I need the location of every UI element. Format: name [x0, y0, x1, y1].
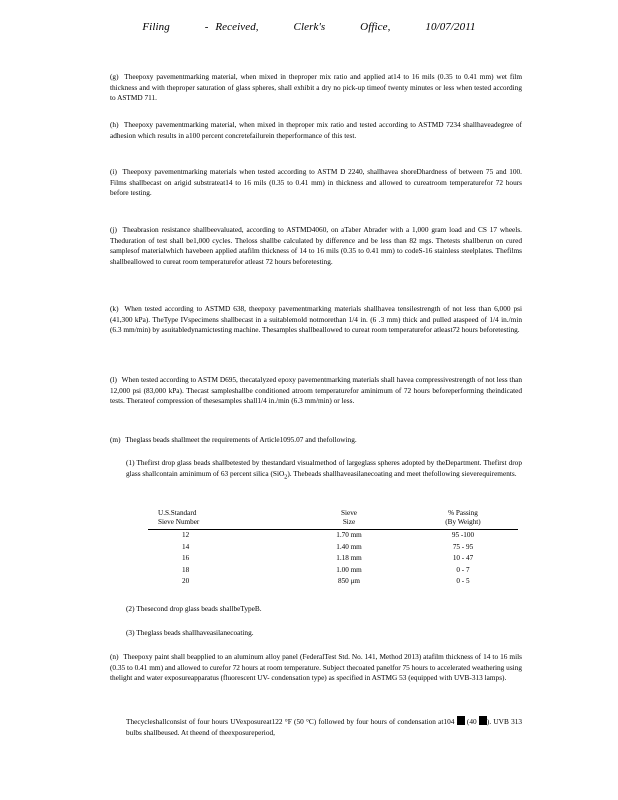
- filing-header: [0, 21, 618, 33]
- item-label: (i): [110, 167, 117, 176]
- subscript: 2: [284, 474, 288, 481]
- para-text-a: Thecycleshallconsist of four hours UVexposureat122 °F (50 °C) followed by four hours of condensation at104: [126, 717, 455, 726]
- item-label: (g): [110, 72, 119, 81]
- sub-text-b: ). Thebeads shallhaveasilanecoating and meet thefollowing sieverequirements.: [287, 468, 517, 478]
- para-text-c: ). UVB 313 bulbs shallbeused. At theend of theexposureperiod,: [126, 717, 523, 737]
- item-text: Theepoxy pavementmarking materials when tested according to ASTM D 2240, shallhavea shoreDhardness of between 75 and 100. Films shallbecast on arigid substrateat14 to 16 mils (0.35 to 0.41 mm) in thickness and allowed to cureatroom temperaturefor 72 hours before testing.: [110, 167, 522, 198]
- item-text: When tested according to ASTMD 638, theepoxy pavementmarking materials shallhavea tensilestrength of not less than 6,000 psi (41,300 kPa). TheType IVspecimens shallbecast in a suitablemold notmorethan 1/4 in. (6 .3 mm) thick and pulled ataspeed of 1/4 in./min (6.3 mm/min) by asuitabledynamictesting machine. Thesamples shallbeallowed to cureat room temperaturefor atleast72 hours beforetesting.: [110, 304, 522, 335]
- item-text: Theglass beads shallmeet the requirements of Article1095.07 and thefollowing.: [125, 435, 357, 444]
- item-text: Theepoxy pavementmarking material, when mixed in theproper mix ratio and tested according to ASTMD 7234 shallhaveadegree of adhesion which results in a100 percent concretefailurein theperformance of this test.: [110, 120, 522, 140]
- redaction-mark: [457, 716, 465, 725]
- item-m: [110, 435, 522, 446]
- item-text: When tested according to ASTM D695, thecatalyzed epoxy pavementmarking materials shall havea compressivestrength of not less than 12,000 psi (83,000 kPa). Thecast sampleshallbe conditioned atroom temperaturefor aminimum of 72 hours beforeperforming theindicated tests. Therateof compression of thesesamples shall1/4 in./min (6.3 mm/min) or less.: [110, 375, 522, 406]
- item-text: Theabrasion resistance shallbeevaluated, according to ASTMD4060, on aTaber Abrader with a 1,000 gram load and CS 17 wheels. Theduration of test shall be1,000 cycles. Theloss shallbe calculated by difference and be less than 82 mgs. Thetests shallberun on cured samplesof materialwhich havebeen applied atafilm thickness of 14 to 16 mils (0.35 to 0.41 mm) to codeS-16 stainless steelplates. Thefilms shallbeallowed to cureat room temperaturefor atleast 72 hours beforetesting.: [110, 225, 522, 266]
- item-label: (l): [110, 375, 117, 384]
- sub-label: (1): [126, 458, 135, 467]
- header-clerks: Clerk's: [293, 21, 326, 33]
- item-text: Theepoxy paint shall beapplied to an aluminum alloy panel (FederalTest Std. No. 141, Method 2013) atafilm thickness of 14 to 16 mils (0.35 to 0.41 mm) and allowed to curefor 72 hours at room temperature. Subject thecoated panelfor 75 hours to accelerated weathering using thelight and water exposureapparatus (fluorescent UV- condensation type) as specified in ASTMG 53 (equipped with UVB-313 lamps).: [110, 652, 522, 683]
- redaction-mark: [479, 716, 487, 725]
- item-l: [110, 375, 522, 407]
- item-label: (j): [110, 225, 117, 234]
- table-row: 18 1.00 mm 0 - 7: [182, 565, 470, 574]
- header-office: Office,: [360, 21, 391, 33]
- item-text: Theepoxy pavementmarking material, when mixed in theproper mix ratio and applied at14 to 16 mils (0.35 to 0.41 mm) wet film thickness and with theproper saturation of glass spheres, shall exhibit a dry no pick-up timeof twenty minutes or less when tested according to ASTMD 711.: [110, 72, 522, 103]
- item-i: [110, 167, 522, 199]
- table-row: 16 1.18 mm 10 - 47: [182, 554, 474, 563]
- sub-text-a: Thefirst drop glass beads shallbetested by thestandard visualmethod of largeglass spheres adopted by theDepartment. Thefirst drop glass shallcontain aminimum of 63 percent silica (SiO: [126, 458, 522, 478]
- item-label: (n): [110, 652, 119, 661]
- col-passing: % Passing (By Weight): [408, 509, 518, 530]
- item-label: (m): [110, 435, 121, 444]
- table-row: 14 1.40 mm 75 - 95: [182, 542, 474, 551]
- sub-label: (3): [126, 628, 135, 637]
- col-sieve-number: U.S.Standard Sieve Number: [148, 509, 290, 530]
- item-label: (h): [110, 120, 119, 129]
- sub-item-3: [126, 628, 522, 639]
- item-j: [110, 225, 522, 267]
- sub-item-2: [126, 604, 522, 615]
- header-date: 10/07/2011: [425, 21, 476, 33]
- item-g: [110, 72, 522, 104]
- para-text-b: (40: [466, 717, 477, 726]
- item-n-paragraph: [126, 716, 522, 738]
- sub-text: Thesecond drop glass beads shallbeTypeB.: [136, 604, 262, 613]
- sub-item-1: [126, 458, 522, 483]
- item-k: [110, 304, 522, 336]
- sieve-table: [148, 509, 518, 588]
- table-header-row: [148, 509, 518, 530]
- header-received: - Received,: [204, 21, 259, 33]
- item-h: [110, 120, 522, 141]
- table-row: 12 1.70 mm 95 -100: [182, 531, 475, 539]
- item-n: [110, 652, 522, 684]
- col-sieve-size: Sieve Size: [290, 509, 408, 530]
- header-filing: Filing: [142, 21, 170, 33]
- sub-text: Theglass beads shallhaveasilanecoating.: [136, 628, 254, 637]
- item-label: (k): [110, 304, 119, 313]
- table-row: 20 850 μm 0 - 5: [182, 577, 470, 586]
- sub-label: (2): [126, 604, 135, 613]
